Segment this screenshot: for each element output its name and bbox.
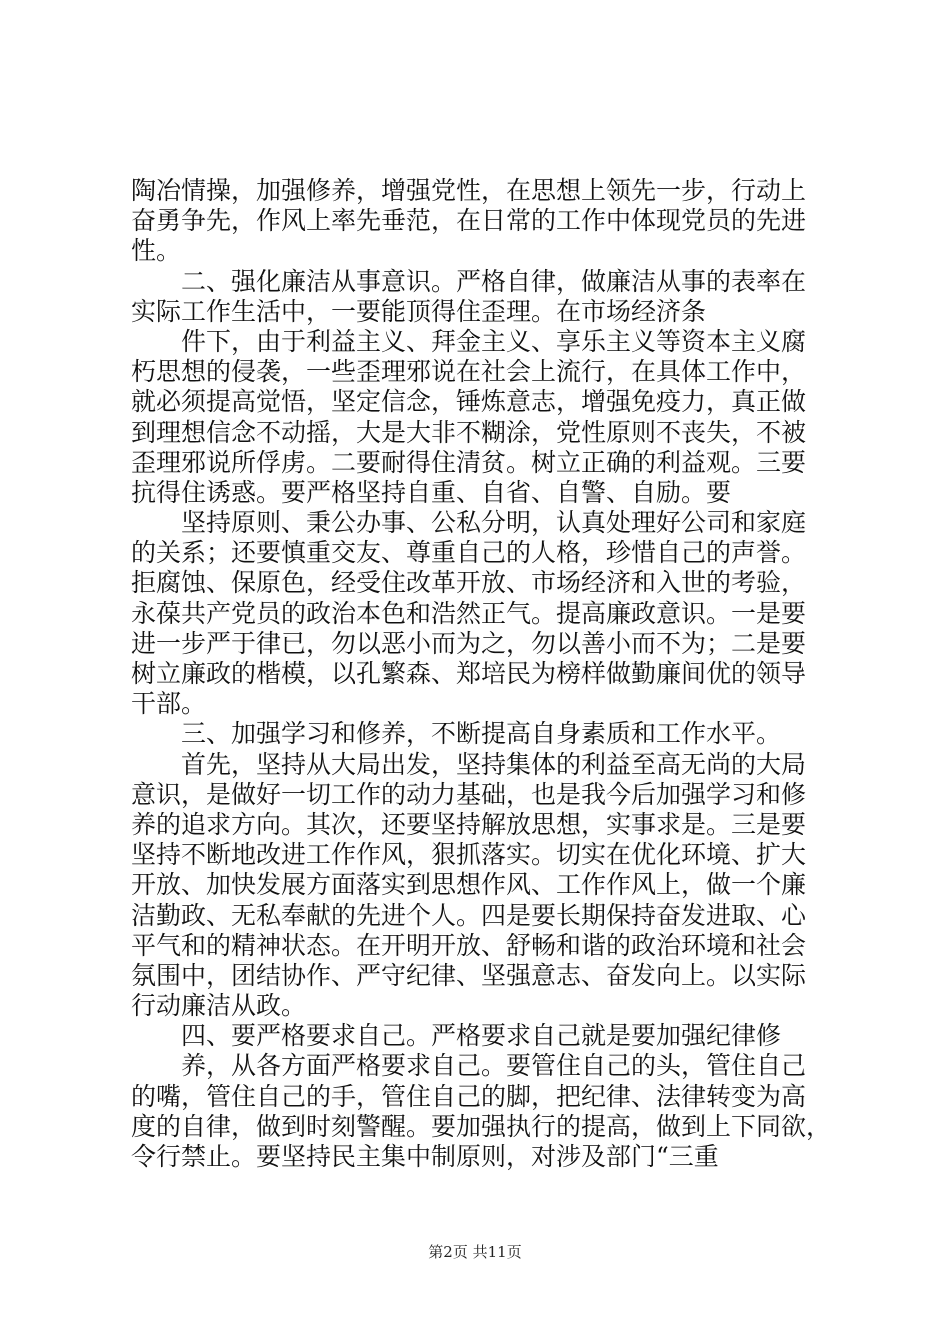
text-line: 拒腐蚀、保原色，经受住改革开放、市场经济和入世的考验， [131, 568, 807, 598]
text-line: 行动廉洁从政。 [131, 991, 307, 1021]
text-line: 养的追求方向。其次，还要坚持解放思想，实事求是。三是要 [131, 809, 807, 839]
text-line: 四、要严格要求自己。严格要求自己就是要加强纪律修 [131, 1021, 782, 1051]
page-number-footer: 第2页 共11页 [428, 1243, 522, 1261]
text-line: 干部。 [131, 689, 207, 719]
text-line: 首先，坚持从大局出发，坚持集体的利益至高无尚的大局 [131, 749, 807, 779]
text-line: 永葆共产党员的政治本色和浩然正气。提高廉政意识。一是要 [131, 598, 807, 628]
text-line: 性。 [131, 236, 182, 266]
text-line: 实际工作生活中，一要能顶得住歪理。在市场经济条 [131, 296, 707, 326]
text-line: 平气和的精神状态。在开明开放、舒畅和谐的政治环境和社会 [131, 930, 807, 960]
text-line: 坚持不断地改进工作作风，狠抓落实。切实在优化环境、扩大 [131, 840, 807, 870]
text-line: 的嘴，管住自己的手，管住自己的脚，把纪律、法律转变为高 [131, 1081, 807, 1111]
text-line: 洁勤政、无私奉献的先进个人。四是要长期保持奋发进取、心 [131, 900, 807, 930]
text-line: 令行禁止。要坚持民主集中制原则，对涉及部门“三重 [131, 1142, 719, 1171]
text-line: 的关系；还要慎重交友、尊重自己的人格，珍惜自己的声誉。 [131, 538, 807, 568]
document-body [131, 176, 833, 1172]
text-line: 三、加强学习和修养，不断提高自身素质和工作水平。 [131, 719, 782, 749]
text-line: 到理想信念不动摇，大是大非不糊涂，党性原则不丧失，不被 [131, 417, 807, 447]
text-line: 抗得住诱惑。要严格坚持自重、自省、自警、自励。要 [131, 477, 732, 507]
text-line: 养，从各方面严格要求自己。要管住自己的头，管住自己 [131, 1051, 807, 1081]
text-line: 氛围中，团结协作、严守纪律、坚强意志、奋发向上。以实际 [131, 960, 807, 990]
text-line: 意识，是做好一切工作的动力基础，也是我今后加强学习和修 [131, 779, 807, 809]
text-line: 歪理邪说所俘虏。二要耐得住清贫。树立正确的利益观。三要 [131, 447, 807, 477]
text-line: 坚持原则、秉公办事、公私分明，认真处理好公司和家庭 [131, 508, 807, 538]
text-line: 朽思想的侵袭，一些歪理邪说在社会上流行，在具体工作中， [131, 357, 807, 387]
text-line: 进一步严于律已，勿以恶小而为之，勿以善小而不为；二是要 [131, 628, 807, 658]
text-line: 二、强化廉洁从事意识。严格自律，做廉洁从事的表率在 [131, 266, 807, 296]
text-line: 树立廉政的楷模，以孔繁森、郑培民为榜样做勤廉间优的领导 [131, 659, 807, 688]
text-line: 件下，由于利益主义、拜金主义、享乐主义等资本主义腐 [131, 326, 807, 356]
text-line: 就必须提高觉悟，坚定信念，锤炼意志，增强免疫力，真正做 [131, 387, 807, 417]
text-line: 开放、加快发展方面落实到思想作风、工作作风上，做一个廉 [131, 870, 807, 900]
text-line: 度的自律，做到时刻警醒。要加强执行的提高，做到上下同欲， [131, 1111, 832, 1141]
text-line: 陶冶情操，加强修养，增强党性，在思想上领先一步，行动上 [131, 176, 807, 205]
text-line: 奋勇争先，作风上率先垂范，在日常的工作中体现党员的先进 [131, 206, 807, 236]
